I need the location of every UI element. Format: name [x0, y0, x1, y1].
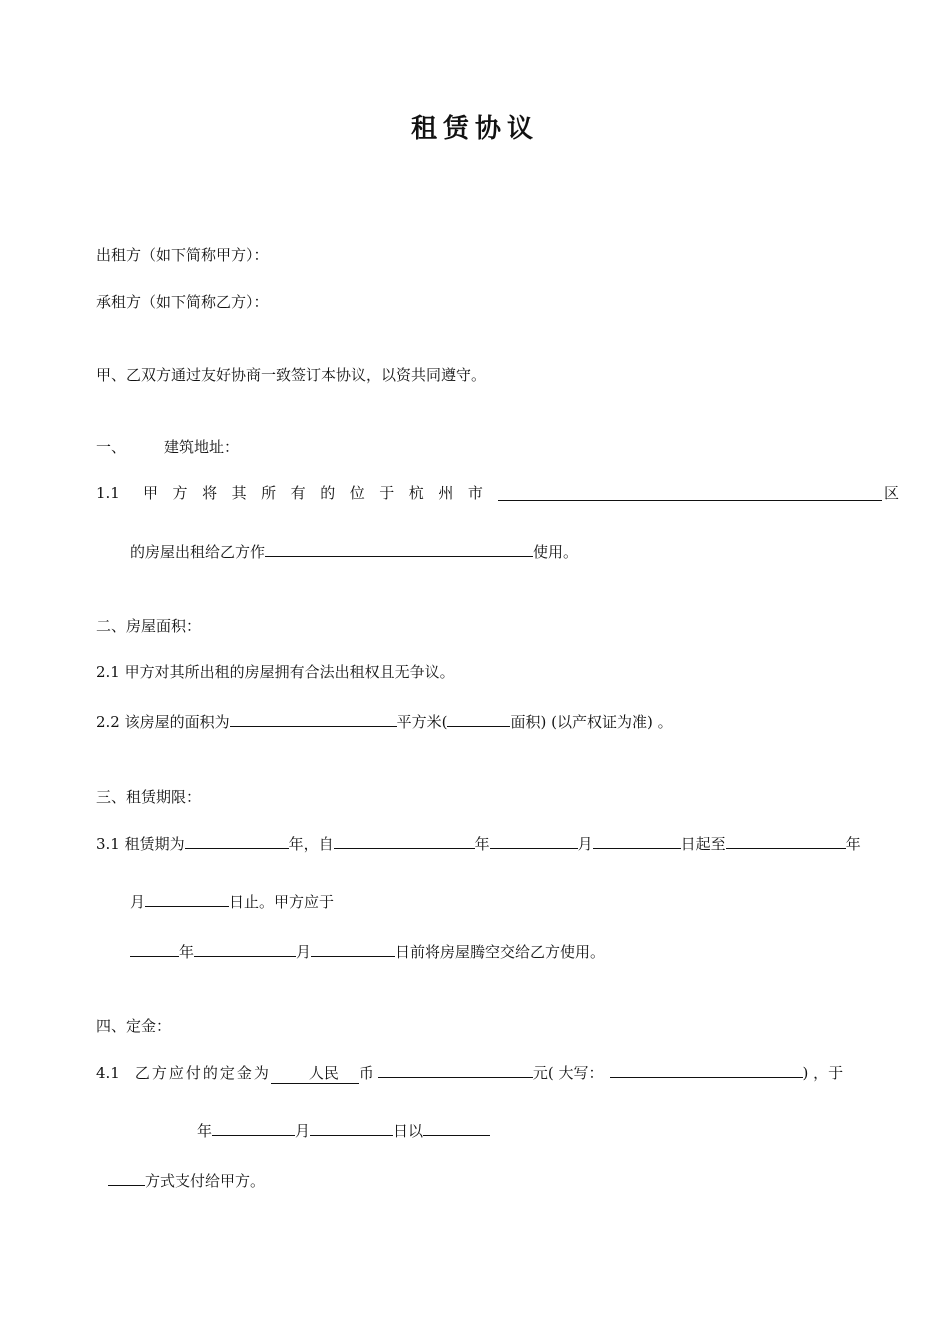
clause-4-1-line2: 年 月 日以	[197, 1120, 490, 1141]
payment-day-blank[interactable]	[310, 1120, 393, 1136]
vacate-year-blank[interactable]	[130, 941, 179, 957]
start-day-blank[interactable]	[593, 833, 681, 849]
vacate-day-blank[interactable]	[311, 941, 395, 957]
clause-1-1-text: 甲 方 将 其 所 有 的 位 于 杭 州 市	[143, 484, 483, 502]
address-blank[interactable]	[498, 485, 882, 501]
currency-field[interactable]: 人民	[271, 1063, 359, 1084]
start-month-blank[interactable]	[490, 833, 578, 849]
clause-3-1: 3.1 租赁期为 年，自 年 月 日起至 年	[96, 835, 861, 853]
vacate-month-blank[interactable]	[194, 941, 296, 957]
section1-heading	[96, 437, 239, 457]
clause-2-1: 2.1 甲方对其所出租的房屋拥有合法出租权且无争议。	[96, 663, 455, 681]
end-year-blank[interactable]	[726, 833, 846, 849]
payment-method-blank-2[interactable]	[108, 1170, 145, 1186]
clause-1-1-number: 1.1	[96, 484, 120, 502]
lessee-line: 承租方（如下简称乙方）：	[96, 293, 269, 311]
clause-1-1-end: 区	[884, 484, 900, 502]
lessor-line: 出租方（如下简称甲方）：	[96, 246, 269, 264]
clause-4-1: 4.1 乙方应付的定金为 人民 币 元( 大写： ) ，于	[96, 1064, 844, 1082]
clause-3-1-line2: 月 日止。甲方应于	[130, 893, 335, 911]
section1-heading-number: 一、	[96, 438, 127, 456]
clause-2-2: 2.2 该房屋的面积为 平方米( 面积) (以产权证为准) 。	[96, 713, 673, 731]
term-years-blank[interactable]	[185, 833, 289, 849]
section3-heading: 三、租赁期限：	[96, 788, 202, 806]
start-year-blank[interactable]	[334, 833, 475, 849]
usage-blank[interactable]	[265, 541, 533, 557]
clause-4-1-line3: 方式支付给甲方。	[108, 1170, 265, 1191]
document-title: 租赁协议	[410, 114, 539, 144]
section2-heading: 二、房屋面积：	[96, 617, 202, 635]
payment-month-blank[interactable]	[212, 1120, 295, 1136]
clause-3-1-line3: 年 月 日前将房屋腾空交给乙方使用。	[130, 941, 605, 962]
area-type-blank[interactable]	[447, 711, 510, 727]
payment-method-blank[interactable]	[423, 1120, 490, 1136]
section1-heading-text: 建筑地址：	[164, 438, 240, 456]
deposit-amount-words-blank[interactable]	[610, 1062, 803, 1078]
intro-paragraph: 甲、乙双方通过友好协商一致签订本协议，以资共同遵守。	[96, 366, 487, 384]
deposit-amount-blank[interactable]	[378, 1062, 533, 1078]
section4-heading: 四、定金：	[96, 1017, 172, 1035]
end-month-blank[interactable]	[145, 891, 229, 907]
clause-1-1-line2: 的房屋出租给乙方作 使用。	[130, 543, 579, 561]
area-blank[interactable]	[230, 711, 397, 727]
